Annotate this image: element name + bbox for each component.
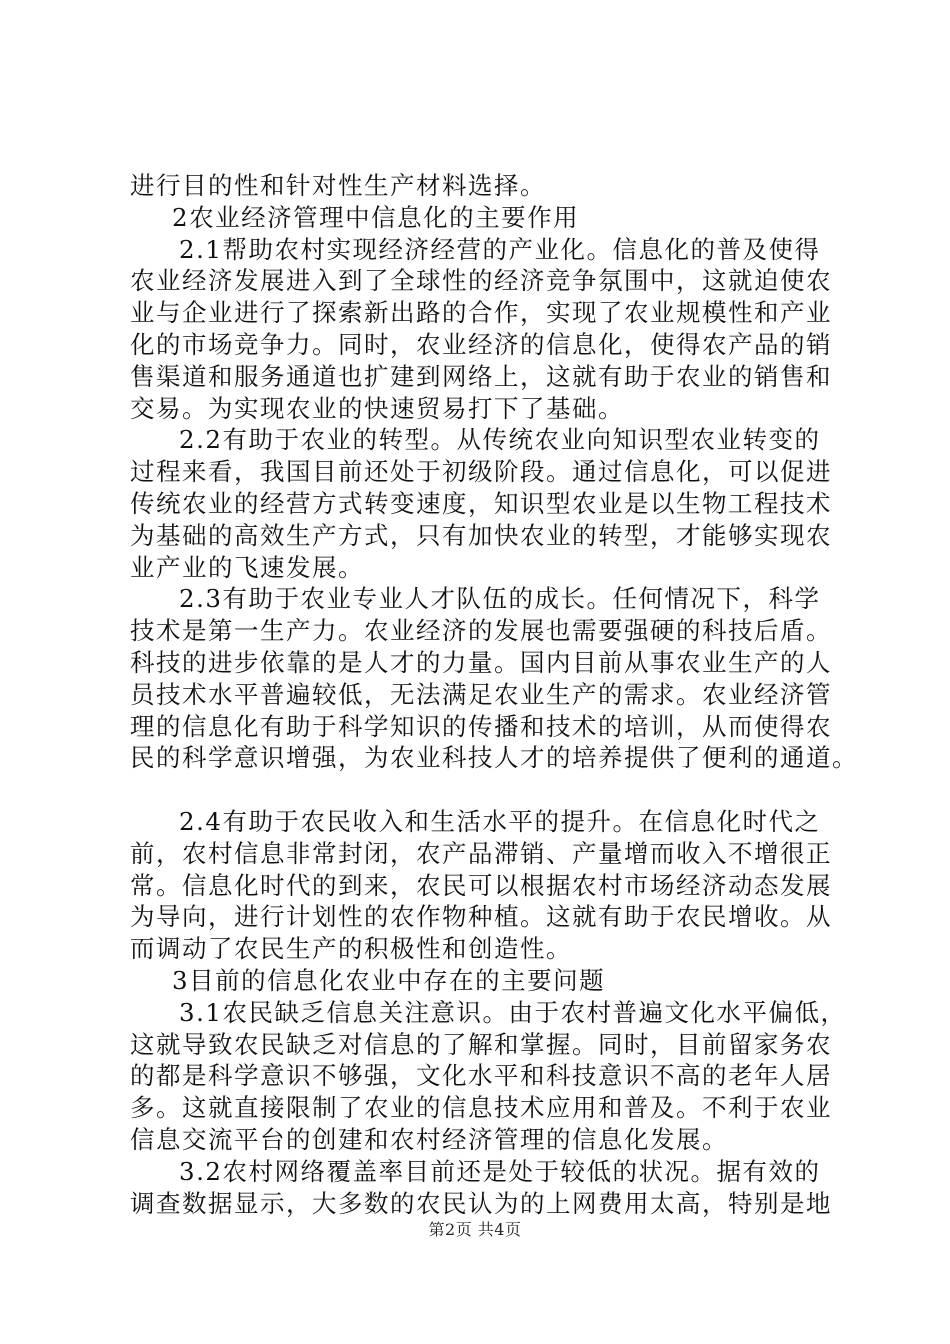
text-line: 过程来看，我国目前还处于初级阶段。通过信息化，可以促进 <box>130 457 832 487</box>
text-line: 交易。为实现农业的快速贸易打下了基础。 <box>130 393 624 423</box>
text-line: 为基础的高效生产方式，只有加快农业的转型，才能够实现农 <box>130 520 832 550</box>
text-line: 2.3有助于农业专业人才队伍的成长。任何情况下，科学 <box>179 584 821 614</box>
document-body <box>130 170 858 1219</box>
text-line: 而调动了农民生产的积极性和创造性。 <box>130 934 572 964</box>
text-line: 科技的进步依靠的是人才的力量。国内目前从事农业生产的人 <box>130 647 832 677</box>
text-line: 理的信息化有助于科学知识的传播和技术的培训，从而使得农 <box>130 711 832 741</box>
text-line: 员技术水平普遍较低，无法满足农业生产的需求。农业经济管 <box>130 679 832 709</box>
text-line: 2.2有助于农业的转型。从传统农业向知识型农业转变的 <box>179 425 821 455</box>
text-line: 2.1帮助农村实现经济经营的产业化。信息化的普及使得 <box>179 234 821 264</box>
text-line: 传统农业的经营方式转变速度，知识型农业是以生物工程技术 <box>130 488 832 518</box>
text-line: 前，农村信息非常封闭，农产品滞销、产量增而收入不增很正 <box>130 838 832 868</box>
text-line: 信息交流平台的创建和农村经济管理的信息化发展。 <box>130 1124 728 1154</box>
text-line: 业与企业进行了探索新出路的合作，实现了农业规模性和产业 <box>130 298 832 328</box>
text-line: 3.2农村网络覆盖率目前还是处于较低的状况。据有效的 <box>179 1156 821 1186</box>
text-line: 技术是第一生产力。农业经济的发展也需要强硬的科技后盾。 <box>130 616 832 646</box>
text-line: 农业经济发展进入到了全球性的经济竞争氛围中，这就迫使农 <box>130 266 832 296</box>
text-line: 进行目的性和针对性生产材料选择。 <box>130 171 546 200</box>
section-heading-line: 2农业经济管理中信息化的主要作用 <box>172 202 580 232</box>
page-footer: 第2页 共4页 <box>428 1220 522 1239</box>
text-line: 这就导致农民缺乏对信息的了解和掌握。同时，目前留家务农 <box>130 1029 832 1059</box>
text-line: 的都是科学意识不够强，文化水平和科技意识不高的老年人居 <box>130 1061 832 1091</box>
blank-line <box>130 774 830 806</box>
text-line: 3.1农民缺乏信息关注意识。由于农村普遍文化水平偏低， <box>179 997 847 1027</box>
text-line: 售渠道和服务通道也扩建到网络上，这就有助于农业的销售和 <box>130 361 832 391</box>
text-line: 2.4有助于农民收入和生活水平的提升。在信息化时代之 <box>179 806 821 836</box>
text-line: 化的市场竞争力。同时，农业经济的信息化，使得农产品的销 <box>130 329 832 359</box>
text-line: 调查数据显示，大多数的农民认为的上网费用太高，特别是地 <box>130 1188 832 1218</box>
text-line: 为导向，进行计划性的农作物种植。这就有助于农民增收。从 <box>130 902 832 932</box>
text-line: 民的科学意识增强，为农业科技人才的培养提供了便利的通道。 <box>130 743 858 773</box>
text-line: 多。这就直接限制了农业的信息技术应用和普及。不利于农业 <box>130 1093 832 1123</box>
section-heading-line: 3目前的信息化农业中存在的主要问题 <box>172 965 606 995</box>
text-line: 业产业的飞速发展。 <box>130 552 364 582</box>
text-line: 常。信息化时代的到来，农民可以根据农村市场经济动态发展 <box>130 870 832 900</box>
